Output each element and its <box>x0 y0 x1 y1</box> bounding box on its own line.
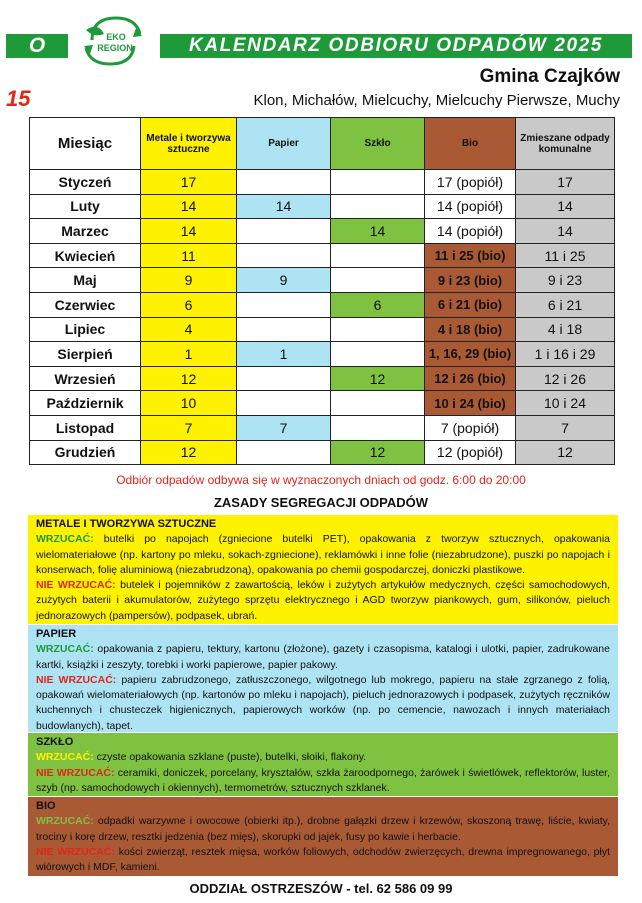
logo-text-eko: EKO <box>106 32 126 42</box>
no-text: butelek i pojemników z zawartością, leków i zużytych artykułów medycznych, części samochodowych, zużytych baterii i akumulatorów, zużytego sprzętu elektrycznego i AGD tworzyw piankowych, gum, silikonów, pieluch jednorazowych (pampersów), podpasek, ubrań. <box>36 579 611 622</box>
table-row <box>30 170 615 195</box>
col-header-papier: Papier <box>237 118 331 170</box>
bio-cell: 6 i 21 (bio) <box>425 292 516 317</box>
bio-cell: 10 i 24 (bio) <box>425 391 516 416</box>
month-cell: Listopad <box>30 415 141 440</box>
bio-cell: 11 i 25 (bio) <box>425 243 516 268</box>
month-cell: Wrzesień <box>30 366 141 391</box>
table-header-row <box>30 118 615 170</box>
bio-cell: 12 i 26 (bio) <box>425 366 516 391</box>
yes-text: butelki po napojach (zgniecione butelki PET), opakowania z tworzyw sztucznych, opakowania wielomateriałowe (np. kartony po mleku, sokach-zgniecione), reklamówki i inne folie (niezabrudzone), puszki po napojach i konserwach, folię aluminiową (niezabrudzoną), opakowania po chemii gospodarczej, doniczki plastikowe. <box>36 533 610 576</box>
col-header-bio: Bio <box>425 118 516 170</box>
section-title: PAPIER <box>36 628 77 640</box>
no-text: ceramiki, doniczek, porcelany, kryształów, szkła żaroodpornego, żarówek i świetlówek, reflektorów, luster, szyb (np. samochodowych i okiennych), termometrów, sztucznych szklanek. <box>36 766 611 794</box>
table-row <box>30 391 615 416</box>
month-cell: Lipiec <box>30 317 141 342</box>
papier-cell <box>237 366 331 391</box>
table-row <box>30 342 615 367</box>
metale-cell: 1 <box>141 342 237 367</box>
papier-cell: 14 <box>237 194 331 219</box>
metale-cell: 4 <box>141 317 237 342</box>
szklo-cell <box>331 268 425 293</box>
table-row <box>30 194 615 219</box>
gmina-name: Gmina Czajków <box>479 66 620 87</box>
col-header-szklo: Szkło <box>331 118 425 170</box>
bio-cell: 9 i 23 (bio) <box>425 268 516 293</box>
no-label: NIE WRZUCAĆ: <box>36 673 117 686</box>
papier-cell <box>237 292 331 317</box>
footer-contact: ODDZIAŁ OSTRZESZÓW - tel. 62 586 09 99 <box>189 881 453 896</box>
section-title: SZKŁO <box>36 736 74 748</box>
zmieszane-cell: 9 i 23 <box>516 268 615 293</box>
section-yes <box>36 532 610 578</box>
section-bio <box>28 797 618 876</box>
szklo-cell: 12 <box>331 366 425 391</box>
zmieszane-cell: 17 <box>516 170 615 195</box>
bio-cell: 14 (popiół) <box>425 219 516 244</box>
papier-cell: 7 <box>237 415 331 440</box>
no-label: NIE WRZUCAĆ: <box>36 845 115 858</box>
metale-cell: 11 <box>141 243 237 268</box>
szklo-cell: 6 <box>331 292 425 317</box>
szklo-cell <box>331 170 425 195</box>
section-yes <box>36 642 610 673</box>
zmieszane-cell: 14 <box>516 194 615 219</box>
metale-cell: 9 <box>141 268 237 293</box>
szklo-cell <box>331 391 425 416</box>
szklo-cell <box>331 342 425 367</box>
table-row <box>30 440 615 465</box>
bio-cell: 4 i 18 (bio) <box>425 317 516 342</box>
table-row <box>30 366 615 391</box>
metale-cell: 10 <box>141 391 237 416</box>
section-metale <box>28 515 618 624</box>
section-no <box>36 578 610 624</box>
table-row <box>30 243 615 268</box>
bio-cell: 14 (popiół) <box>425 194 516 219</box>
section-title: METALE I TWORZYWA SZTUCZNE <box>36 518 217 530</box>
section-no <box>36 845 610 876</box>
yes-label: WRZUCAĆ: <box>36 533 94 546</box>
rules-title: ZASADY SEGREGACJI ODPADÓW <box>213 495 429 510</box>
section-no <box>36 766 610 797</box>
zmieszane-cell: 1 i 16 i 29 <box>516 342 615 367</box>
zmieszane-cell: 12 i 26 <box>516 366 615 391</box>
zmieszane-cell: 4 i 18 <box>516 317 615 342</box>
col-header-zmieszane: Zmieszane odpady komunalne <box>516 118 615 170</box>
no-text: kości zwierząt, resztek mięsa, worków foliowych, odchodów zwierzęcych, drewna impregnowanego, płyt wiórowych i MDF, kamieni. <box>36 845 610 874</box>
szklo-cell <box>331 415 425 440</box>
section-papier <box>28 625 618 732</box>
papier-cell <box>237 391 331 416</box>
yes-label: WRZUCAĆ: <box>36 643 94 656</box>
papier-cell <box>237 219 331 244</box>
table-row <box>30 415 615 440</box>
schedule-table <box>29 117 615 465</box>
metale-cell: 6 <box>141 292 237 317</box>
papier-cell: 1 <box>237 342 331 367</box>
bio-cell: 7 (popiół) <box>425 415 516 440</box>
table-row <box>30 219 615 244</box>
table-row <box>30 268 615 293</box>
szklo-cell: 12 <box>331 440 425 465</box>
month-cell: Marzec <box>30 219 141 244</box>
szklo-cell <box>331 317 425 342</box>
pickup-hours-note: Odbiór odpadów odbywa się w wyznaczonych dniach od godz. 6:00 do 20:00 <box>116 473 526 487</box>
yes-label: WRZUCAĆ: <box>36 815 94 828</box>
section-yes <box>36 814 610 845</box>
papier-cell <box>237 243 331 268</box>
metale-cell: 12 <box>141 440 237 465</box>
villages-list: Klon, Michałów, Mielcuchy, Mielcuchy Pierwsze, Muchy <box>253 92 620 109</box>
szklo-cell: 14 <box>331 219 425 244</box>
month-cell: Styczeń <box>30 170 141 195</box>
szklo-cell <box>331 194 425 219</box>
no-label: NIE WRZUCAĆ: <box>36 766 115 779</box>
month-cell: Październik <box>30 391 141 416</box>
section-szklo <box>28 733 618 796</box>
col-header-month: Miesiąc <box>30 118 141 170</box>
papier-cell: 9 <box>237 268 331 293</box>
month-cell: Sierpień <box>30 342 141 367</box>
no-label: NIE WRZUCAĆ: <box>36 579 116 592</box>
page-title: KALENDARZ ODBIORU ODPADÓW 2025 <box>160 34 632 58</box>
section-no <box>36 673 610 734</box>
yes-text: czyste opakowania szklane (puste), butelki, słoiki, flakony. <box>93 751 367 764</box>
table-row <box>30 292 615 317</box>
metale-cell: 14 <box>141 194 237 219</box>
section-yes <box>36 750 610 765</box>
metale-cell: 12 <box>141 366 237 391</box>
area-number: 15 <box>6 86 31 111</box>
zmieszane-cell: 14 <box>516 219 615 244</box>
papier-cell <box>237 440 331 465</box>
metale-cell: 14 <box>141 219 237 244</box>
papier-cell <box>237 317 331 342</box>
zmieszane-cell: 7 <box>516 415 615 440</box>
zmieszane-cell: 6 i 21 <box>516 292 615 317</box>
month-cell: Czerwiec <box>30 292 141 317</box>
yes-text: opakowania z papieru, tektury, kartonu (złożone), gazety i czasopisma, katalogi i ulotki, papier, zadrukowane kartki, książki i zeszyty, torebki i worki papierowe, papier pakowy. <box>36 643 610 671</box>
logo-text-region: REGION <box>97 43 133 53</box>
metale-cell: 7 <box>141 415 237 440</box>
szklo-cell <box>331 243 425 268</box>
section-title: BIO <box>36 800 56 812</box>
month-cell: Luty <box>30 194 141 219</box>
header-o-badge: O <box>6 34 68 58</box>
bio-cell: 17 (popiół) <box>425 170 516 195</box>
bio-cell: 1, 16, 29 (bio) <box>425 342 516 367</box>
zmieszane-cell: 10 i 24 <box>516 391 615 416</box>
table-row <box>30 317 615 342</box>
bio-cell: 12 (popiół) <box>425 440 516 465</box>
metale-cell: 17 <box>141 170 237 195</box>
no-text: papieru zabrudzonego, zatłuszczonego, wilgotnego lub mokrego, papieru na stałe zgrzanego z folią, opakowań wielomateriałowych (np. kartonów po mleku i napojach), pieluch jednorazowych i podpasek, zużytych ręczników kuchennych i chusteczek higienicznych, papierowych worków (np. po cemencie, nawozach i innych materiałach budowlanych), tapet. <box>36 673 611 732</box>
month-cell: Kwiecień <box>30 243 141 268</box>
yes-label: WRZUCAĆ: <box>36 751 94 764</box>
zmieszane-cell: 11 i 25 <box>516 243 615 268</box>
month-cell: Grudzień <box>30 440 141 465</box>
col-header-metale: Metale i tworzywa sztuczne <box>141 118 237 170</box>
eko-region-logo <box>78 10 148 70</box>
zmieszane-cell: 12 <box>516 440 615 465</box>
month-cell: Maj <box>30 268 141 293</box>
yes-text: odpadki warzywne i owocowe (obierki itp.), drobne gałązki drzew i krzewów, skoszoną trawę, liście, kwiaty, trociny i korę drzew, resztki jedzenia (bez mięs), skorupki od jajek, fusy po kawie i herbacie. <box>36 815 610 843</box>
papier-cell <box>237 170 331 195</box>
